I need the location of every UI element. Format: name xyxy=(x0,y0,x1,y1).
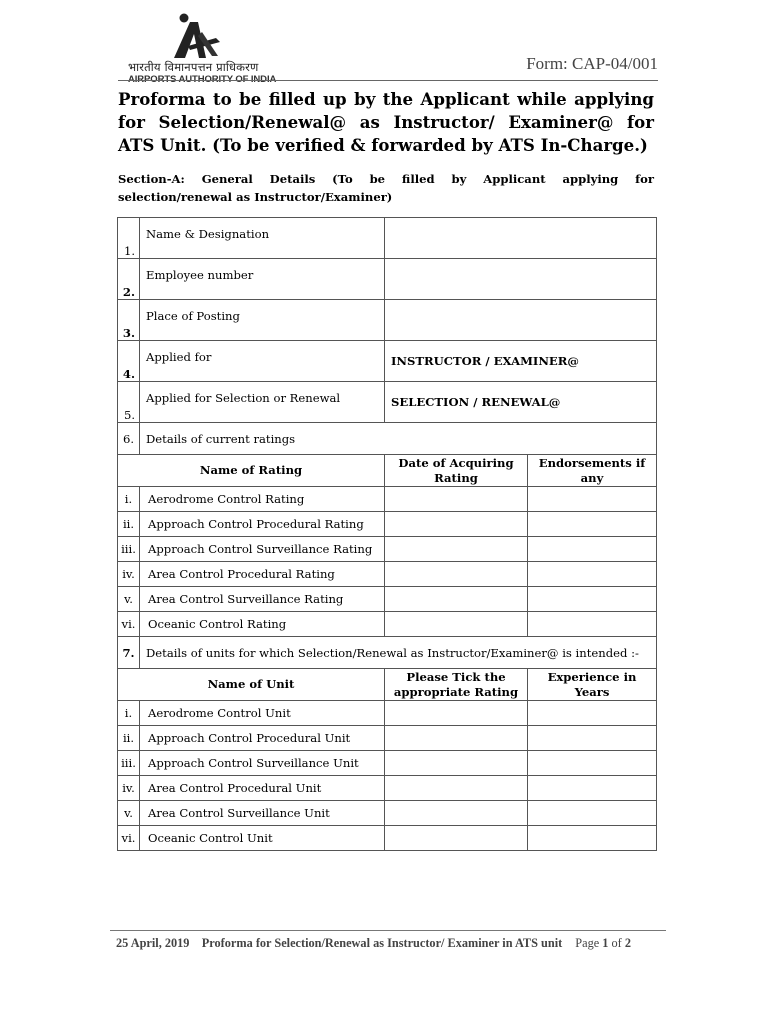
employee-number-field[interactable] xyxy=(385,259,657,300)
row-number: vi. xyxy=(118,612,140,637)
units-header-row xyxy=(118,669,657,701)
general-row xyxy=(118,382,657,423)
date-acquired-field[interactable] xyxy=(385,512,528,537)
date-acquired-field[interactable] xyxy=(385,537,528,562)
column-header: Name of Unit xyxy=(118,669,385,701)
field-label: Name & Designation xyxy=(140,218,385,259)
endorsements-field[interactable] xyxy=(528,512,657,537)
experience-years-field[interactable] xyxy=(528,726,657,751)
field-label: Applied for xyxy=(140,341,385,382)
selection-renewal-field[interactable]: SELECTION / RENEWAL@ xyxy=(385,382,657,423)
row-number: 6. xyxy=(118,423,140,455)
page-number: 1 xyxy=(602,936,609,950)
column-header: Date of Acquiring Rating xyxy=(385,455,528,487)
unit-name: Approach Control Procedural Unit xyxy=(140,726,385,751)
general-row xyxy=(118,341,657,382)
row-number: ii. xyxy=(118,512,140,537)
row-number: iii. xyxy=(118,537,140,562)
row-number: 4. xyxy=(118,341,140,382)
row-number: iii. xyxy=(118,751,140,776)
row-number: 2. xyxy=(118,259,140,300)
unit-name: Area Control Procedural Unit xyxy=(140,776,385,801)
tick-rating-field[interactable] xyxy=(385,801,528,826)
unit-row xyxy=(118,701,657,726)
field-label: Place of Posting xyxy=(140,300,385,341)
proforma-table xyxy=(117,217,657,851)
field-label: Applied for Selection or Renewal xyxy=(140,382,385,423)
form-code: Form: CAP-04/001 xyxy=(526,54,658,73)
tick-rating-field[interactable] xyxy=(385,726,528,751)
field-label: Employee number xyxy=(140,259,385,300)
rating-name: Oceanic Control Rating xyxy=(140,612,385,637)
rating-name: Approach Control Surveillance Rating xyxy=(140,537,385,562)
page-label: Page xyxy=(575,936,600,950)
unit-row xyxy=(118,726,657,751)
rating-row xyxy=(118,562,657,587)
row-number: ii. xyxy=(118,726,140,751)
place-of-posting-field[interactable] xyxy=(385,300,657,341)
row-number: v. xyxy=(118,587,140,612)
column-header: Name of Rating xyxy=(118,455,385,487)
row-number: vi. xyxy=(118,826,140,851)
column-header: Endorsements if any xyxy=(528,455,657,487)
general-row xyxy=(118,218,657,259)
rating-row xyxy=(118,487,657,512)
rating-row xyxy=(118,537,657,562)
unit-row xyxy=(118,776,657,801)
date-acquired-field[interactable] xyxy=(385,587,528,612)
general-row xyxy=(118,259,657,300)
column-header: Please Tick the appropriate Rating xyxy=(385,669,528,701)
rating-name: Area Control Procedural Rating xyxy=(140,562,385,587)
units-title: Details of units for which Selection/Renewal as Instructor/Examiner@ is intended :- xyxy=(140,637,657,669)
date-acquired-field[interactable] xyxy=(385,612,528,637)
tick-rating-field[interactable] xyxy=(385,751,528,776)
general-row xyxy=(118,300,657,341)
tick-rating-field[interactable] xyxy=(385,826,528,851)
tick-rating-field[interactable] xyxy=(385,776,528,801)
ratings-header-row xyxy=(118,455,657,487)
row-number: 7. xyxy=(118,637,140,669)
row-number: v. xyxy=(118,801,140,826)
date-acquired-field[interactable] xyxy=(385,487,528,512)
page-total: 2 xyxy=(624,936,631,950)
rating-row xyxy=(118,512,657,537)
page-of: of xyxy=(611,936,622,950)
applied-for-field[interactable]: INSTRUCTOR / EXAMINER@ xyxy=(385,341,657,382)
footer-doc-title: Proforma for Selection/Renewal as Instructor/ Examiner in ATS unit xyxy=(201,936,563,950)
org-name-hindi: भारतीय विमानपत्तन प्राधिकरण xyxy=(128,60,259,74)
column-header: Experience in Years xyxy=(528,669,657,701)
rating-row xyxy=(118,587,657,612)
unit-row xyxy=(118,751,657,776)
rating-row xyxy=(118,612,657,637)
endorsements-field[interactable] xyxy=(528,612,657,637)
rating-name: Approach Control Procedural Rating xyxy=(140,512,385,537)
ratings-title: Details of current ratings xyxy=(140,423,657,455)
experience-years-field[interactable] xyxy=(528,776,657,801)
rating-name: Area Control Surveillance Rating xyxy=(140,587,385,612)
row-number: iv. xyxy=(118,562,140,587)
date-acquired-field[interactable] xyxy=(385,562,528,587)
unit-name: Oceanic Control Unit xyxy=(140,826,385,851)
row-number: iv. xyxy=(118,776,140,801)
aai-emblem-icon xyxy=(168,12,224,60)
page-indicator xyxy=(575,936,631,950)
experience-years-field[interactable] xyxy=(528,801,657,826)
ratings-title-row xyxy=(118,423,657,455)
page-footer xyxy=(116,936,631,951)
experience-years-field[interactable] xyxy=(528,701,657,726)
section-a-heading: Section-A: General Details (To be filled by Applicant applying for selection/renewal as Instructor/Examiner) xyxy=(118,172,654,204)
row-number: 1. xyxy=(118,218,140,259)
endorsements-field[interactable] xyxy=(528,587,657,612)
row-number: i. xyxy=(118,487,140,512)
org-name-english: AIRPORTS AUTHORITY OF INDIA xyxy=(128,74,277,85)
endorsements-field[interactable] xyxy=(528,487,657,512)
aai-logo xyxy=(118,12,277,85)
rating-name: Aerodrome Control Rating xyxy=(140,487,385,512)
row-number: 3. xyxy=(118,300,140,341)
name-designation-field[interactable] xyxy=(385,218,657,259)
unit-name: Area Control Surveillance Unit xyxy=(140,801,385,826)
unit-name: Approach Control Surveillance Unit xyxy=(140,751,385,776)
row-number: i. xyxy=(118,701,140,726)
endorsements-field[interactable] xyxy=(528,537,657,562)
unit-row xyxy=(118,826,657,851)
tick-rating-field[interactable] xyxy=(385,701,528,726)
experience-years-field[interactable] xyxy=(528,751,657,776)
document-title: Proforma to be filled up by the Applicant while applying for Selection/Renewal@ as Instructor/ Examiner@ for ATS Unit. (To be verified & forwarded by ATS In-Charge.) xyxy=(118,89,654,155)
footer-date: 25 April, 2019 xyxy=(116,936,190,950)
endorsements-field[interactable] xyxy=(528,562,657,587)
unit-row xyxy=(118,801,657,826)
experience-years-field[interactable] xyxy=(528,826,657,851)
row-number: 5. xyxy=(118,382,140,423)
header-divider xyxy=(118,80,658,81)
footer-divider xyxy=(110,930,666,931)
units-title-row xyxy=(118,637,657,669)
unit-name: Aerodrome Control Unit xyxy=(140,701,385,726)
